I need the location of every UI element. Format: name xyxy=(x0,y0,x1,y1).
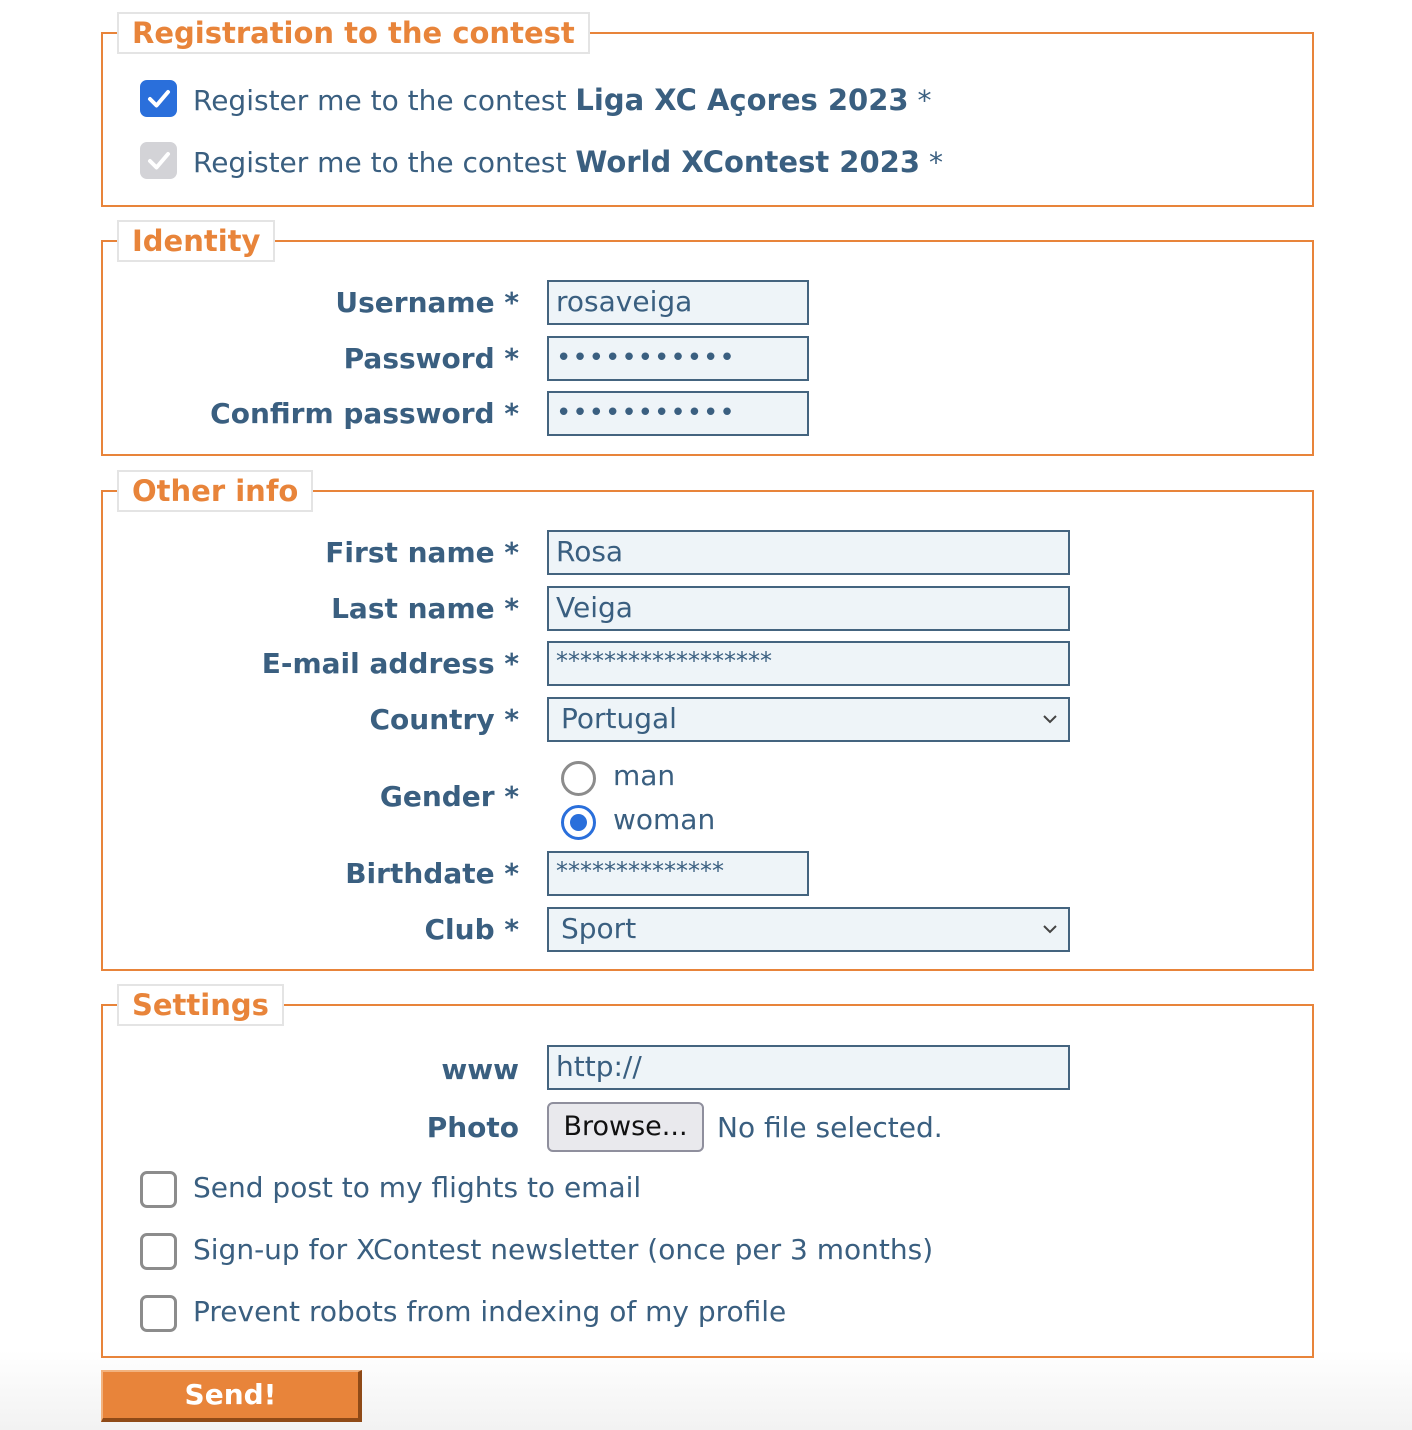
birthdate-input[interactable]: ************** xyxy=(547,851,809,896)
identity-legend: Identity xyxy=(117,220,275,262)
chevron-down-icon xyxy=(1042,705,1058,735)
username-input[interactable]: rosaveiga xyxy=(547,280,809,325)
club-value: Sport xyxy=(561,912,637,945)
gender-woman-radio[interactable] xyxy=(561,805,596,840)
first-name-input[interactable]: Rosa xyxy=(547,530,1070,575)
no-robots-checkbox[interactable] xyxy=(140,1295,177,1332)
contest-fieldset xyxy=(101,16,1314,207)
www-label: www xyxy=(441,1053,519,1086)
username-label: Username * xyxy=(335,286,519,319)
required-marker: * xyxy=(928,146,943,179)
email-label: E-mail address * xyxy=(261,647,519,680)
check-icon xyxy=(146,86,172,112)
photo-label: Photo xyxy=(426,1111,519,1144)
other-info-legend: Other info xyxy=(117,470,313,512)
gender-man-radio[interactable] xyxy=(561,761,596,796)
contest-liga-checkbox[interactable] xyxy=(140,80,177,117)
contest-world-name: World XContest 2023 xyxy=(575,145,921,179)
country-label: Country * xyxy=(369,703,519,736)
check-icon xyxy=(146,148,172,174)
browse-button[interactable]: Browse... xyxy=(547,1102,704,1152)
newsletter-label: Sign-up for XContest newsletter (once per 3 months) xyxy=(193,1233,934,1266)
email-flights-checkbox[interactable] xyxy=(140,1171,177,1208)
send-button[interactable]: Send! xyxy=(101,1370,362,1422)
email-flights-label: Send post to my flights to email xyxy=(193,1171,642,1204)
gender-label: Gender * xyxy=(379,780,519,813)
contest-world-label xyxy=(193,142,943,183)
email-input[interactable]: ****************** xyxy=(547,641,1070,686)
country-value: Portugal xyxy=(561,702,677,735)
last-name-input[interactable]: Veiga xyxy=(547,586,1070,631)
contest-legend: Registration to the contest xyxy=(117,12,590,54)
birthdate-label: Birthdate * xyxy=(345,857,519,890)
gender-woman-label: woman xyxy=(613,803,716,836)
club-select[interactable] xyxy=(547,907,1070,952)
confirm-password-input[interactable]: ••••••••••• xyxy=(547,391,809,436)
newsletter-checkbox[interactable] xyxy=(140,1233,177,1270)
confirm-password-label: Confirm password * xyxy=(210,397,519,430)
password-label: Password * xyxy=(343,342,519,375)
club-label: Club * xyxy=(424,913,519,946)
no-robots-label: Prevent robots from indexing of my profile xyxy=(193,1295,787,1328)
contest-liga-prefix: Register me to the contest xyxy=(193,84,567,117)
identity-fieldset xyxy=(101,224,1314,456)
first-name-label: First name * xyxy=(325,536,519,569)
required-marker: * xyxy=(917,84,932,117)
other-info-fieldset xyxy=(101,474,1314,971)
gender-man-label: man xyxy=(613,759,676,792)
www-input[interactable]: http:// xyxy=(547,1045,1070,1090)
password-input[interactable]: ••••••••••• xyxy=(547,336,809,381)
settings-legend: Settings xyxy=(117,984,284,1026)
no-file-text: No file selected. xyxy=(717,1111,943,1144)
chevron-down-icon xyxy=(1042,915,1058,945)
contest-world-checkbox xyxy=(140,142,177,179)
contest-world-prefix: Register me to the contest xyxy=(193,146,567,179)
country-select[interactable] xyxy=(547,697,1070,742)
settings-fieldset xyxy=(101,988,1314,1358)
contest-liga-name: Liga XC Açores 2023 xyxy=(575,83,909,117)
last-name-label: Last name * xyxy=(331,592,519,625)
contest-liga-label xyxy=(193,80,931,121)
